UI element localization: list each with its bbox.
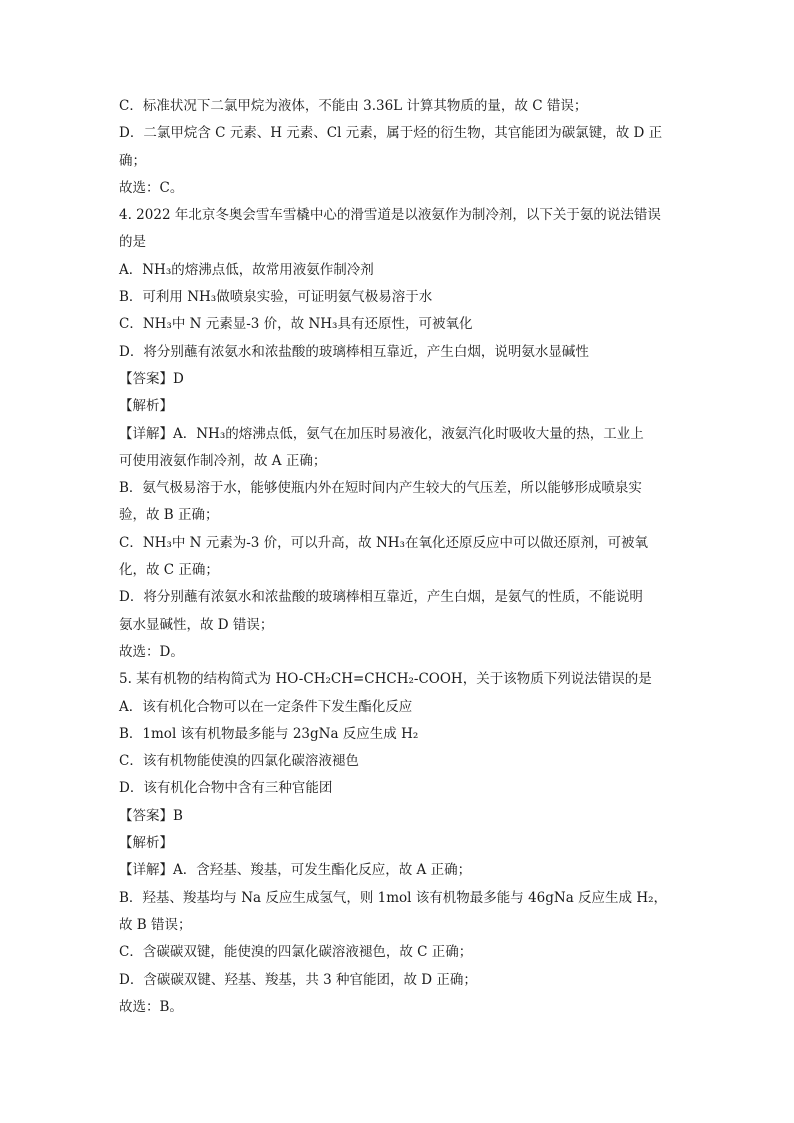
text-line: 【详解】A．含羟基、羧基，可发生酯化反应，故 A 正确；	[119, 862, 472, 879]
text-line: B．氨气极易溶于水，能够使瓶内外在短时间内产生较大的气压差，所以能够形成喷泉实	[119, 480, 642, 497]
text-line: 验，故 B 正确；	[119, 507, 219, 524]
question-4-stem: 4. 2022 年北京冬奥会雪车雪橇中心的滑雪道是以液氨作为制冷剂，以下关于氨的说法错误	[119, 207, 661, 224]
question-5-option-c: C．该有机物能使溴的四氯化碳溶液褪色	[119, 753, 359, 770]
text-line: B．羟基、羧基均与 Na 反应生成氢气，则 1mol 该有机物最多能与 46gNa 反应生成 H₂，	[119, 889, 668, 906]
question-4-option-a: A．NH₃的熔沸点低，故常用液氨作制冷剂	[119, 261, 374, 278]
question-4-answer: 【答案】D	[119, 370, 184, 387]
question-5-option-d: D．该有机化合物中含有三种官能团	[119, 780, 333, 797]
question-5-analysis-heading: 【解析】	[119, 835, 173, 852]
text-line: 故选：C。	[119, 179, 184, 196]
text-line: 化，故 C 正确；	[119, 562, 219, 579]
question-4-option-d: D．将分别蘸有浓氨水和浓盐酸的玻璃棒相互靠近，产生白烟，说明氨水显碱性	[119, 343, 589, 360]
text-line: D．将分别蘸有浓氨水和浓盐酸的玻璃棒相互靠近，产生白烟，是氨气的性质，不能说明	[119, 589, 643, 606]
question-4-option-c: C．NH₃中 N 元素显-3 价，故 NH₃具有还原性，可被氧化	[119, 316, 473, 333]
text-line: 氨水显碱性，故 D 错误；	[119, 616, 274, 633]
question-5-stem: 5. 某有机物的结构简式为 HO-CH₂CH=CHCH₂-COOH，关于该物质下列说法错误的是	[119, 671, 652, 688]
text-line: 故选：B。	[119, 998, 183, 1015]
text-line: C．标准状况下二氯甲烷为液体，不能由 3.36L 计算其物质的量，故 C 错误；	[119, 98, 588, 114]
question-4-analysis-heading: 【解析】	[119, 398, 173, 415]
question-5-option-b: B．1mol 该有机物最多能与 23gNa 反应生成 H₂	[119, 725, 419, 742]
text-line: D．含碳碳双键、羟基、羧基，共 3 种官能团，故 D 正确；	[119, 971, 477, 988]
text-line: 【详解】A．NH₃的熔沸点低，氨气在加压时易液化，液氨汽化时吸收大量的热，工业上	[119, 425, 644, 442]
text-line: C．NH₃中 N 元素为-3 价，可以升高，故 NH₃在氧化还原反应中可以做还原剂，可被氧	[119, 534, 648, 551]
question-4-stem-cont: 的是	[119, 234, 146, 251]
question-4-option-b: B．可利用 NH₃做喷泉实验，可证明氨气极易溶于水	[119, 289, 433, 306]
document-page	[119, 93, 679, 1021]
text-line: 故选：D。	[119, 643, 184, 660]
text-line: 故 B 错误；	[119, 916, 192, 933]
text-line: 确；	[119, 152, 146, 169]
text-line: C．含碳碳双键，能使溴的四氯化碳溶液褪色，故 C 正确；	[119, 944, 473, 961]
question-5-answer: 【答案】B	[119, 807, 183, 824]
question-5-option-a: A．该有机化合物可以在一定条件下发生酯化反应	[119, 698, 413, 715]
text-line: 可使用液氨作制冷剂，故 A 正确；	[119, 452, 327, 469]
text-line: D．二氯甲烷含 C 元素、H 元素、Cl 元素，属于烃的衍生物，其官能团为碳氯键，故 D 正	[119, 125, 663, 142]
